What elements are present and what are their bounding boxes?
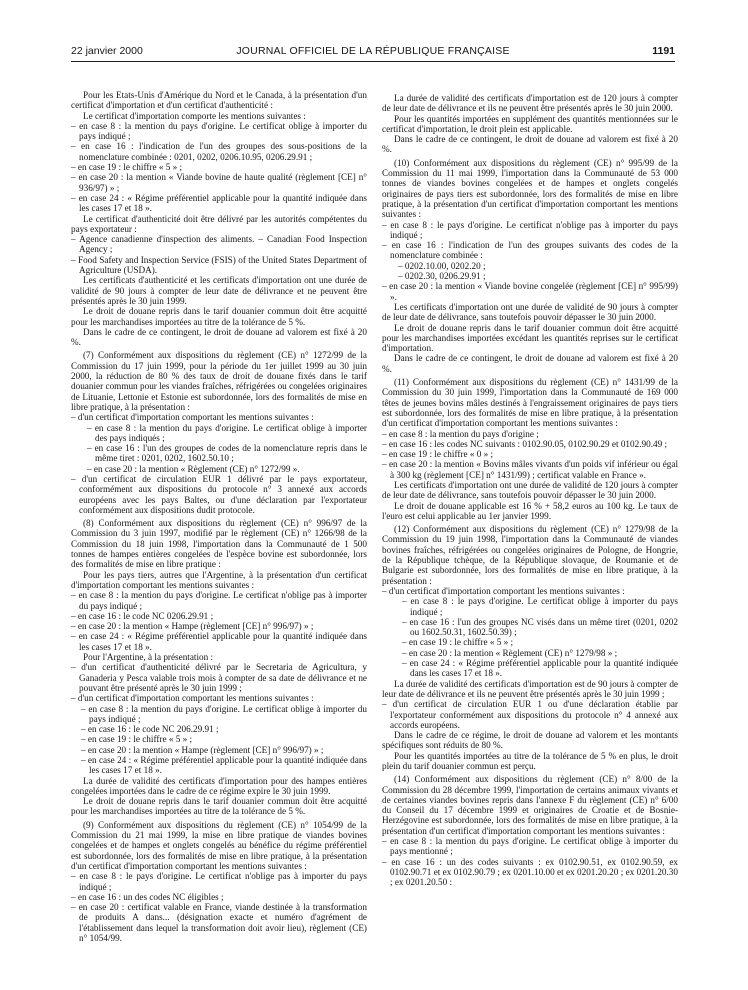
list-item: – d'un certificat d'authenticité délivré par le Secretaria de Agricultura, y Ganaderia y Pesca valable trois mois à compter de sa date de délivrance et ne pouvant être présenté après le 30 juin 1999 ; xyxy=(71,662,367,693)
paragraph: Pour les quantités importées au titre de la tolérance de 5 % en plus, le droit plein du tarif douanier commun est perçu. xyxy=(382,750,678,771)
header-date: 22 janvier 2000 xyxy=(71,45,143,57)
list-item: – en case 16 : un des codes NC éligibles ; xyxy=(71,891,224,902)
paragraph: Dans le cadre de ce régime, le droit de douane ad valorem et les montants spécifiques sont réduits de 80 %. xyxy=(382,730,678,751)
paragraph: Dans le cadre de ce contingent, le droit de douane ad valorem est fixé à 20 %. xyxy=(382,134,678,155)
paragraph: Pour les pays tiers, autres que l'Argentine, à la présentation d'un certificat d'importation comportant les mentions suivantes : xyxy=(71,569,367,590)
paragraph: (10) Conformément aux dispositions du règlement (CE) n° 995/99 de la Commission du 11 mai 1999, l'importation dans la Communauté de 53 000 tonnes de viandes bovines congelées et de hampes et onglets congelés originaires de pays tiers est subordonnée, lors des formalités de mise en libre pratique, à la présentation d'un certificat d'importation comportant les mentions suivantes : xyxy=(382,157,678,220)
paragraph: (7) Conformément aux dispositions du règlement (CE) n° 1272/99 de la Commission du 17 juin 1999, pour la période du 1er juillet 1999 au 30 juin 2000, la réduction de 80 % des taux de droit de douane fixés dans le tarif douanier commun pour les viandes fraîches, réfrigérées ou congelées originaires de Lituanie, Lettonie et Estonie est subordonnée, lors des formalités de mise en libre pratique, à la présentation : xyxy=(71,350,367,412)
list-item: – d'un certificat de circulation EUR 1 délivré par le pays exportateur, conformément aux dispositions du protocole n° 3 annexé aux accords européens avec les pays Baltes, ou d'une déclaration par l'exportateur conformément aux dispositions dudit protocole. xyxy=(71,473,367,515)
paragraph: La durée de validité des certificats d'importation est de 120 jours à compter de leur date de délivrance et ils ne peuvent être présentés après le 30 juin 2000. xyxy=(382,93,678,114)
journal-title: JOURNAL OFFICIEL DE LA RÉPUBLIQUE FRANÇAISE xyxy=(236,45,510,57)
paragraph: Pour les quantités importées en supplément des quantités mentionnées sur le certificat d'importation, le droit plein est applicable. xyxy=(382,113,678,134)
list-item: – en case 24 : « Régime préférentiel applicable pour la quantité indiquée dans les cases 17 et 18 ». xyxy=(71,631,367,652)
paragraph: (8) Conformément aux dispositions du règlement (CE) n° 996/97 de la Commission du 3 juin 1997, modifié par le règlement (CE) n° 1266/98 de la Commission du 18 juin 1998, l'importation dans la Communauté de 1 500 tonnes de hampes entières congelées de l'espèce bovine est subordonnée, lors des formalités de mise en libre pratique : xyxy=(71,518,367,570)
paragraph: La durée de validité des certificats d'importation est de 90 jours à compter de leur date de délivrance et ils ne peuvent être présentés après le 30 juin 1999 ; xyxy=(382,678,678,699)
list-item: – Food Safety and Inspection Service (FSIS) of the United States Department of Agriculture (USDA). xyxy=(71,254,367,276)
list-item: – Agence canadienne d'inspection des aliments. – Canadian Food Inspection Agency ; xyxy=(71,234,367,255)
sub-list-item: – en case 8 : la mention du pays d'origine. Le certificat oblige à importer des pays indiqués ; xyxy=(87,422,367,443)
paragraph: (12) Conformément aux dispositions du règlement (CE) n° 1279/98 de la Commission du 19 juin 1998, l'importation dans la Communauté de viandes bovines fraîches, réfrigérées ou congelées originaires de Pologne, de Hongrie, de la République tchèque, de la République slovaque, de Roumanie et de Bulgarie est subordonnée, lors des formalités de mise en libre pratique, à la présentation : xyxy=(382,524,678,586)
list-item: – en case 20 : la mention « Bovins mâles vivants d'un poids vif inférieur ou égal à 300 kg (règlement [CE] n° 1431/99) ; certificat valable en France ». xyxy=(382,459,678,480)
sub-list-item: – en case 24 : « Régime préférentiel applicable pour la quantité indiquée dans les cases 17 et 18 ». xyxy=(402,658,678,679)
list-item: – d'un certificat de circulation EUR 1 ou d'une déclaration établie par l'exportateur conformément aux dispositions du protocole n° 4 annexé aux accords européens. xyxy=(382,699,678,730)
list-item: – en case 8 : la mention du pays d'origine. Le certificat oblige à importer du pays indiqué ; xyxy=(71,120,367,142)
paragraph: (9) Conformément aux dispositions du règlement (CE) n° 1054/99 de la Commission du 21 mai 1999, la mise en libre pratique de viandes bovines congelées et de hampes et onglets congelés au bénéfice du régime préférentiel est subordonnée, lors des formalités de mise en libre pratique, à la présentation d'un certificat d'importation comportant les mentions suivantes : xyxy=(71,819,367,871)
sub-list-item: – en case 8 : le pays d'origine. Le certificat oblige à importer du pays indiqué ; xyxy=(402,596,678,617)
sub-list-item: – 0202.10.00, 0202.20 ; xyxy=(398,260,486,271)
list-item: – en case 24 : « Régime préférentiel applicable pour la quantité indiquée dans les cases 17 et 18 ». xyxy=(71,192,367,214)
paragraph: Le certificat d'authenticité doit être délivré par les autorités compétentes du pays exportateur : xyxy=(71,213,367,234)
paragraph: Les certificats d'authenticité et les certificats d'importation ont une durée de validité de 90 jours à compter de leur date de délivrance et ne peuvent être présentés après le 30 juin 1999. xyxy=(71,275,367,306)
paragraph: Les certificats d'importation ont une durée de validité de 90 jours à compter de leur date de délivrance, sans toutefois pouvoir dépasser le 30 juin 2000. xyxy=(382,301,678,323)
list-item: – en case 16 : un des codes suivants : ex 0102.90.51, ex 0102.90.59, ex 0102.90.71 et ex 0102.90.79 ; ex 0201.10.00 et ex 0201.20.20 ; ex 0201.20.30 ; ex 0201.20.50 : xyxy=(382,856,678,888)
list-item: – en case 8 : le pays d'origine. Le certificat n'oblige pas à importer du pays indiqué ; xyxy=(71,871,367,892)
list-item: – en case 16 : le code NC 0206.29.91 ; xyxy=(71,610,214,621)
list-item: – en case 19 : le chiffre « 0 » ; xyxy=(382,449,494,460)
paragraph: Le droit de douane repris dans le tarif douanier commun doit être acquitté pour les marchandises importées au titre de la tolérance de 5 %. xyxy=(71,306,367,327)
paragraph: (11) Conformément aux dispositions du règlement (CE) n° 1431/99 de la Commission du 30 juin 1999, l'importation dans la Communauté de 169 000 têtes de jeunes bovins mâles destinés à l'engraissement originaires de pays tiers est subordonnée, lors des formalités de mise en libre pratique, à la présentation d'un certificat d'importation comportant les mentions suivantes : xyxy=(382,377,678,429)
list-item: – d'un certificat d'importation comportant les mentions suivantes : xyxy=(382,585,625,596)
sub-list-item: – en case 19 : le chiffre « 5 » ; xyxy=(402,637,514,648)
sub-list-item: – en case 8 : la mention du pays d'origine. Le certificat oblige à importer du pays indiqué ; xyxy=(81,703,367,724)
list-item: – d'un certificat d'importation comportant les mentions suivantes : xyxy=(71,693,314,704)
left-column xyxy=(71,90,367,943)
list-item: – en case 8 : le pays d'origine. Le certificat n'oblige pas à importer du pays indiqué ; xyxy=(382,219,678,240)
right-column xyxy=(382,93,678,888)
list-item: – en case 16 : les codes NC suivants : 0102.90.05, 0102.90.29 et 0102.90.49 ; xyxy=(382,438,668,449)
paragraph: Pour l'Argentine, à la présentation : xyxy=(83,652,214,663)
paragraph: Le certificat d'importation comporte les mentions suivantes : xyxy=(83,110,306,121)
list-item: – en case 16 : l'indication de l'un des groupes suivants des codes de la nomenclature combinée : xyxy=(382,240,678,261)
paragraph: Dans le cadre de ce contingent, le droit de douane ad valorem est fixé à 20 %. xyxy=(71,326,367,348)
sub-list-item: – en case 20 : la mention « Hampe (règlement [CE] n° 996/97) » ; xyxy=(81,744,324,755)
paragraph: Le droit de douane repris dans le tarif douanier commun doit être acquitté pour les marchandises importées excédant les quantités reprises sur le certificat d'importation. xyxy=(382,322,678,354)
paragraph: Pour les Etats-Unis d'Amérique du Nord et le Canada, à la présentation d'un certificat d'importation et d'un certificat d'authenticité : xyxy=(71,90,367,111)
paragraph: La durée de validité des certificats d'importation pour des hampes entières congelées importées dans le cadre de ce régime expire le 30 juin 1999. xyxy=(71,775,367,796)
paragraph: (14) Conformément aux dispositions du règlement (CE) n° 8/00 de la Commission du 28 décembre 1999, l'importation de certains animaux vivants et de certaines viandes bovines repris dans l'annexe F du règlement (CE) n° 6/00 du Conseil du 17 décembre 1999 et originaires de Croatie et de Bosnie-Herzégovine est subordonnée, lors des formalités de mise en libre pratique, à la présentation d'un certificat d'importation comportant les mentions suivantes : xyxy=(382,774,678,836)
sub-list-item: – en case 20 : la mention « Règlement (CE) n° 1272/99 ». xyxy=(87,463,300,474)
list-item: – en case 19 : le chiffre « 5 » ; xyxy=(71,162,183,173)
list-item: – en case 20 : la mention « Viande bovine de haute qualité (règlement [CE] n° 936/97) » ; xyxy=(71,172,367,193)
sub-list-item: – en case 20 : la mention « Règlement (CE) n° 1279/98 » ; xyxy=(402,647,618,658)
list-item: – en case 8 : la mention du pays d'origine. Le certificat oblige à importer du pays mentionné ; xyxy=(382,836,678,857)
paragraph: Le droit de douane applicable est 16 % + 58,2 euros au 100 kg. Le taux de l'euro est celui applicable au 1er janvier 1999. xyxy=(382,500,678,521)
list-item: – en case 20 : la mention « Viande bovine congelée (règlement [CE] n° 995/99) ». xyxy=(382,281,678,302)
paragraph: Les certificats d'importation ont une durée de validité de 120 jours à compter de leur date de délivrance, sans toutefois pouvoir dépasser le 30 juin 2000. xyxy=(382,479,678,501)
header-rule xyxy=(71,61,675,62)
list-item: – en case 8 : la mention du pays d'origine ; xyxy=(382,428,539,439)
list-item: – d'un certificat d'importation comportant les mentions suivantes : xyxy=(71,412,314,423)
list-item: – en case 20 : la mention « Hampe (règlement [CE] n° 996/97) » ; xyxy=(71,621,314,632)
paragraph: Dans le cadre de ce contingent, le droit de douane ad valorem est fixé à 20 %. xyxy=(382,353,678,374)
sub-list-item: – 0202.30, 0206.29.91 ; xyxy=(398,271,486,282)
page-number: 1191 xyxy=(652,45,675,57)
paragraph: Le droit de douane repris dans le tarif douanier commun doit être acquitté pour les marchandises importées au titre de la tolérance de 5 %. xyxy=(71,796,367,817)
page-header xyxy=(71,45,675,59)
list-item: – en case 16 : l'indication de l'un des groupes des sous-positions de la nomenclature combinée : 0201, 0202, 0206.10.95, 0206.29.91 ; xyxy=(71,141,367,162)
sub-list-item: – en case 16 : l'un des groupes de codes de la nomenclature repris dans le même tiret : 0201, 0202, 1602.50.10 ; xyxy=(87,443,367,464)
sub-list-item: – en case 16 : le code NC 206.29.91 ; xyxy=(81,724,219,735)
list-item: – en case 20 : certificat valable en France, viande destinée à la transformation de produits A dans... (désignation exacte et numéro d'agrément de l'établissement dans lequel la transformation doit avoir lieu), règlement (CE) n° 1054/99. xyxy=(71,902,367,944)
sub-list-item: – en case 24 : « Régime préférentiel applicable pour la quantité indiquée dans les cases 17 et 18 ». xyxy=(81,755,367,776)
list-item: – en case 8 : la mention du pays d'origine. Le certificat n'oblige pas à importer du pays indiqué ; xyxy=(71,590,367,611)
sub-list-item: – en case 16 : l'un des groupes NC visés dans un même tiret (0201, 0202 ou 1602.50.31, 1602.50.39) ; xyxy=(402,616,678,638)
sub-list-item: – en case 19 : le chiffre « 5 » ; xyxy=(81,734,193,745)
